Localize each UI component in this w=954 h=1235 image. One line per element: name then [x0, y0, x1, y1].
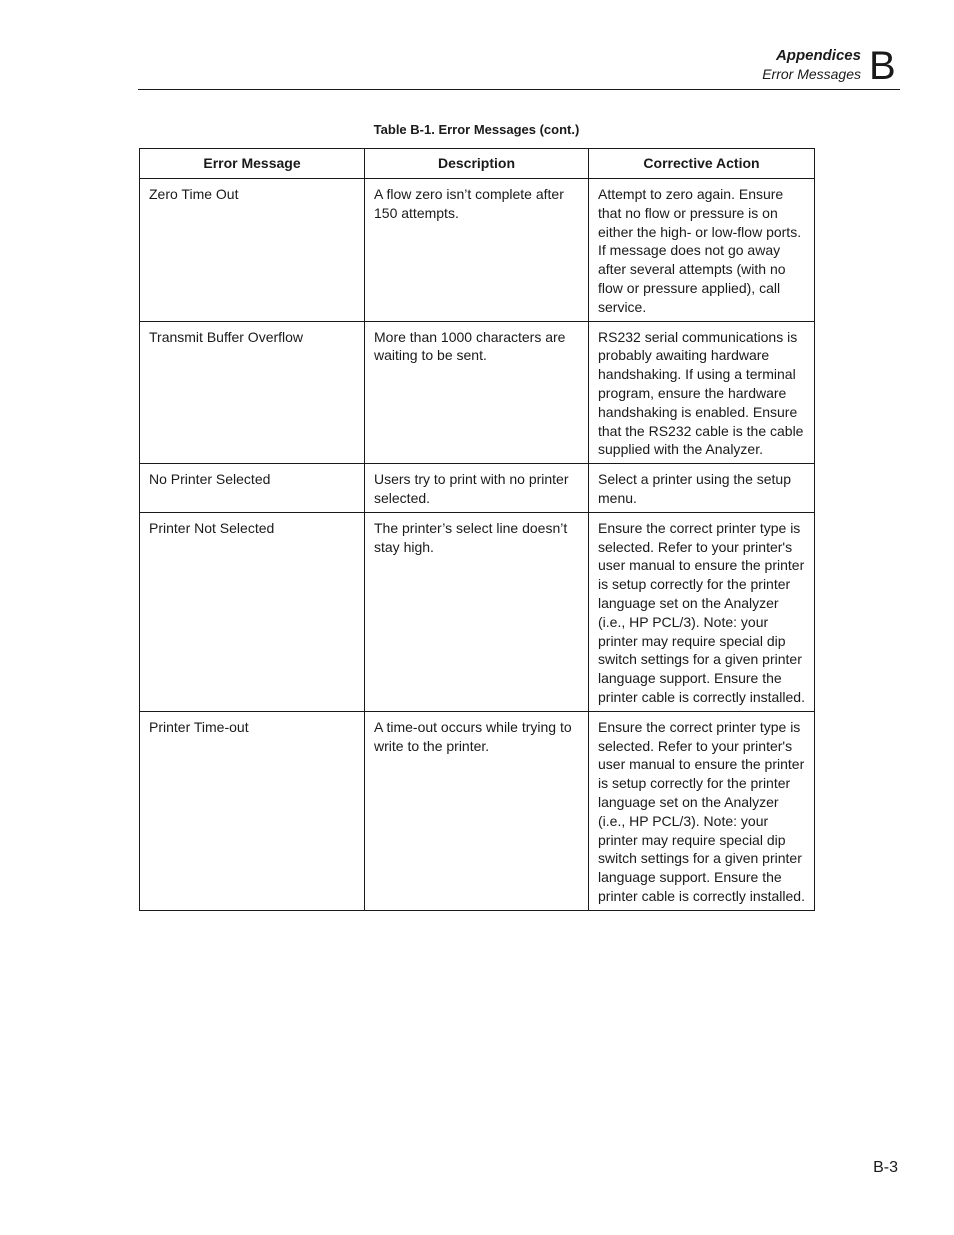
column-header-description: Description — [365, 149, 589, 179]
error-message-cell: Zero Time Out — [140, 179, 365, 322]
corrective-action-cell: Attempt to zero again. Ensure that no flow or pressure is on either the high- or low-flow ports. If message does not go away after several attempts (with no flow or pressure applied), call service. — [589, 179, 815, 322]
corrective-action-cell: RS232 serial communications is probably awaiting hardware handshaking. If using a terminal program, ensure the hardware handshaking is enabled. Ensure that the RS232 cable is the cable supplied with the Analyzer. — [589, 321, 815, 464]
table-row — [140, 179, 815, 322]
table-row — [140, 711, 815, 910]
description-cell: A time-out occurs while trying to write to the printer. — [365, 711, 589, 910]
error-message-cell: Printer Not Selected — [140, 512, 365, 711]
section-title: Appendices — [775, 47, 861, 64]
table-row — [140, 512, 815, 711]
column-header-error-message: Error Message — [140, 149, 365, 179]
error-messages-table — [139, 148, 815, 911]
description-cell: The printer’s select line doesn’t stay high. — [365, 512, 589, 711]
description-cell: A flow zero isn’t complete after 150 attempts. — [365, 179, 589, 322]
error-message-cell: Transmit Buffer Overflow — [140, 321, 365, 464]
description-cell: More than 1000 characters are waiting to be sent. — [365, 321, 589, 464]
description-cell: Users try to print with no printer selected. — [365, 464, 589, 513]
running-header — [762, 46, 861, 84]
error-message-cell: Printer Time-out — [140, 711, 365, 910]
page-number: B-3 — [873, 1159, 898, 1176]
column-header-corrective-action: Corrective Action — [589, 149, 815, 179]
corrective-action-cell: Ensure the correct printer type is selected. Refer to your printer's user manual to ensure the printer is setup correctly for the printer language set on the Analyzer (i.e., HP PCL/3). Note: your printer may require special dip switch settings for a given printer language support. Ensure the printer cable is correctly installed. — [589, 711, 815, 910]
section-subtitle: Error Messages — [762, 66, 861, 82]
table-header-row — [140, 149, 815, 179]
table-row — [140, 321, 815, 464]
error-message-cell: No Printer Selected — [140, 464, 365, 513]
corrective-action-cell: Select a printer using the setup menu. — [589, 464, 815, 513]
corrective-action-cell: Ensure the correct printer type is selected. Refer to your printer's user manual to ensure the printer is setup correctly for the printer language set on the Analyzer (i.e., HP PCL/3). Note: your printer may require special dip switch settings for a given printer language support. Ensure the printer cable is correctly installed. — [589, 512, 815, 711]
header-divider — [138, 89, 900, 90]
table-caption: Table B-1. Error Messages (cont.) — [373, 122, 580, 137]
table-row — [140, 464, 815, 513]
chapter-letter: B — [869, 44, 896, 88]
